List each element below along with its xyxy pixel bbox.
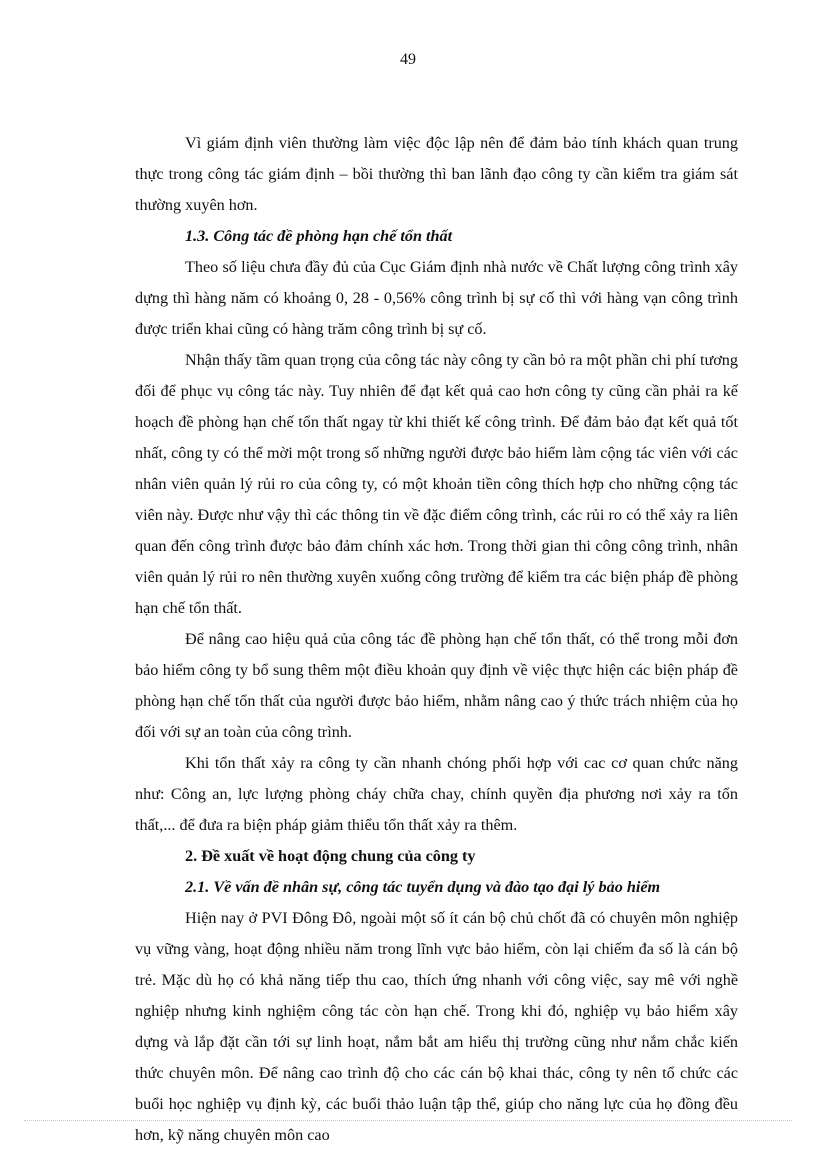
section-heading-2-1: 2.1. Về vấn đề nhân sự, công tác tuyển dụng và đào tạo đại lý bảo hiểm bbox=[185, 878, 661, 896]
paragraph-assessor-independence: Vì giám định viên thường làm việc độc lập nên để đảm bảo tính khách quan trung thực trong công tác giám định – bồi thường thì ban lãnh đạo công ty cần kiểm tra giám sát thường xuyên hơn. bbox=[135, 134, 738, 214]
paragraph-incident-statistics: Theo số liệu chưa đầy đủ của Cục Giám định nhà nước về Chất lượng công trình xây dựng thì hàng năm có khoảng 0, 28 - 0,56% công trình bị sự cố thì với hàng vạn công trình được triển khai cũng có hàng trăm công trình bị sự cố. bbox=[135, 258, 738, 338]
paragraph-staffing: Hiện nay ở PVI Đông Đô, ngoài một số ít cán bộ chủ chốt đã có chuyên môn nghiệp vụ vững vàng, hoạt động nhiều năm trong lĩnh vực bảo hiểm, còn lại chiếm đa số là cán bộ trẻ. Mặc dù họ có khả năng tiếp thu cao, thích ứng nhanh với công việc, say mê với nghề nghiệp nhưng kinh nghiệm công tác còn hạn chế. Trong khi đó, nghiệp vụ bảo hiểm xây dựng và lắp đặt cần tới sự linh hoạt, nắm bắt am hiểu thị trường cũng như nắm chắc kiến thức chuyên môn. Để nâng cao trình độ cho các cán bộ khai thác, công ty nên tổ chức các buổi học nghiệp vụ định kỳ, các buổi thảo luận tập thể, giúp cho năng lực của họ đồng đều hơn, kỹ năng chuyên môn cao bbox=[135, 909, 738, 1144]
section-heading-1-3: 1.3. Công tác đề phòng hạn chế tổn thất bbox=[185, 227, 453, 245]
paragraph-policy-clause: Để nâng cao hiệu quả của công tác đề phòng hạn chế tổn thất, có thể trong mỗi đơn bảo hiểm công ty bổ sung thêm một điều khoản quy định về việc thực hiện các biện pháp đề phòng hạn chế tổn thất của người được bảo hiểm, nhằm nâng cao ý thức trách nhiệm của họ đối với sự an toàn của công trình. bbox=[135, 630, 738, 741]
page-number: 49 bbox=[400, 51, 416, 68]
section-heading-2: 2. Đề xuất về hoạt động chung của công ty bbox=[185, 847, 476, 865]
paragraph-coordination: Khi tổn thất xảy ra công ty cần nhanh chóng phối hợp với cac cơ quan chức năng như: Công an, lực lượng phòng cháy chữa chay, chính quyền địa phương nơi xảy ra tổn thất,... để đưa ra biện pháp giảm thiểu tổn thất xảy ra thêm. bbox=[135, 754, 738, 834]
paragraph-loss-prevention-cost: Nhận thấy tầm quan trọng của công tác này công ty cần bỏ ra một phần chi phí tương đối để phục vụ công tác này. Tuy nhiên để đạt kết quả cao hơn công ty cũng cần phải ra kế hoạch đề phòng hạn chế tổn thất ngay từ khi thiết kế công trình. Để đảm bảo đạt kết quả tốt nhất, công ty có thể mời một trong số những người được bảo hiểm làm cộng tác viên với các nhân viên quản lý rủi ro của công ty, có một khoản tiền công thích hợp cho những cộng tác viên này. Được như vậy thì các thông tin về đặc điểm công trình, các rủi ro có thể xảy ra liên quan đến công trình được bảo đảm chính xác hơn. Trong thời gian thi công công trình, nhân viên quản lý rủi ro nên thường xuyên xuống công trường để kiểm tra các biện pháp đề phòng hạn chế tổn thất. bbox=[135, 351, 738, 617]
document-body bbox=[135, 128, 738, 1151]
page-bottom-border bbox=[24, 1120, 792, 1121]
